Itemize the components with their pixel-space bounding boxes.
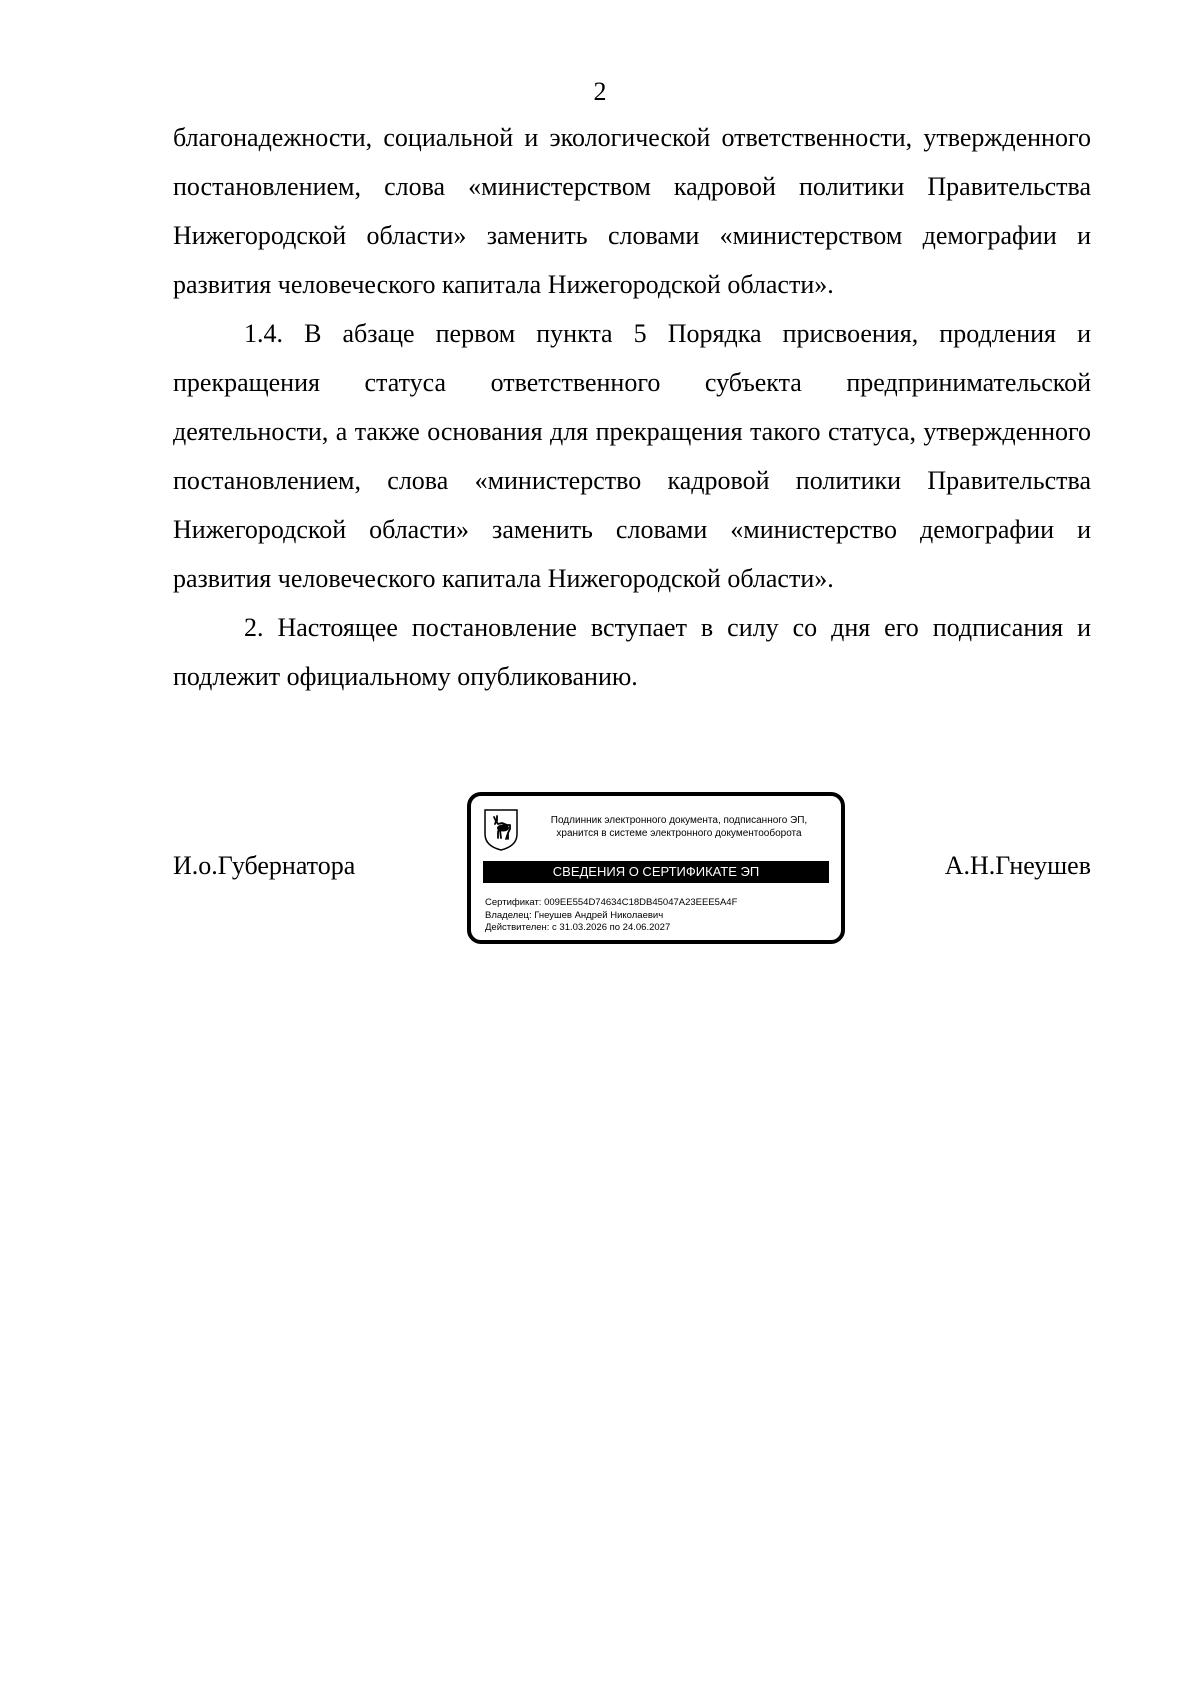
signer-name: А.Н.Гнеушев bbox=[944, 851, 1091, 880]
electronic-signature-stamp bbox=[467, 792, 845, 944]
certificate-details bbox=[485, 897, 737, 935]
paragraph-item-2: 2. Настоящее постановление вступает в силу со дня его подписания и подлежит официальному опубликованию. bbox=[173, 613, 1091, 691]
certificate-owner: Владелец: Гнеушев Андрей Николаевич bbox=[485, 909, 664, 921]
certificate-number: Сертификат: 009EE554D74634C18DB45047A23EEE5A4F bbox=[485, 897, 738, 908]
coat-of-arms-icon bbox=[483, 808, 519, 852]
stamp-header bbox=[527, 814, 831, 840]
certificate-validity: Действителен: с 31.03.2026 по 24.06.2027 bbox=[485, 922, 671, 933]
stamp-header-line-1: Подлинник электронного документа, подписанного ЭП, bbox=[550, 815, 808, 826]
signature-block bbox=[173, 792, 1091, 952]
stamp-header-line-2: хранится в системе электронного документооборота bbox=[556, 828, 802, 839]
page-number: 2 bbox=[593, 77, 607, 106]
signer-title: И.о.Губернатора bbox=[173, 851, 356, 880]
paragraph-item-1-4: 1.4. В абзаце первом пункта 5 Порядка присвоения, продления и прекращения статуса ответственного субъекта предпринимательской деятельности, а также основания для прекращения такого статуса, утвержденного постановлением, слова «министерство кадровой политики Правительства Нижегородской области» заменить словами «министерство демографии и развития человеческого капитала Нижегородской области». bbox=[173, 319, 1091, 593]
stamp-title-bar: СВЕДЕНИЯ О СЕРТИФИКАТЕ ЭП bbox=[483, 861, 829, 883]
paragraph-continuation: благонадежности, социальной и экологической ответственности, утвержденного постановлением, слова «министерством кадровой политики Правительства Нижегородской области» заменить словами «министерством демографии и развития человеческого капитала Нижегородской области». bbox=[173, 123, 1091, 299]
document-body bbox=[173, 113, 1091, 701]
